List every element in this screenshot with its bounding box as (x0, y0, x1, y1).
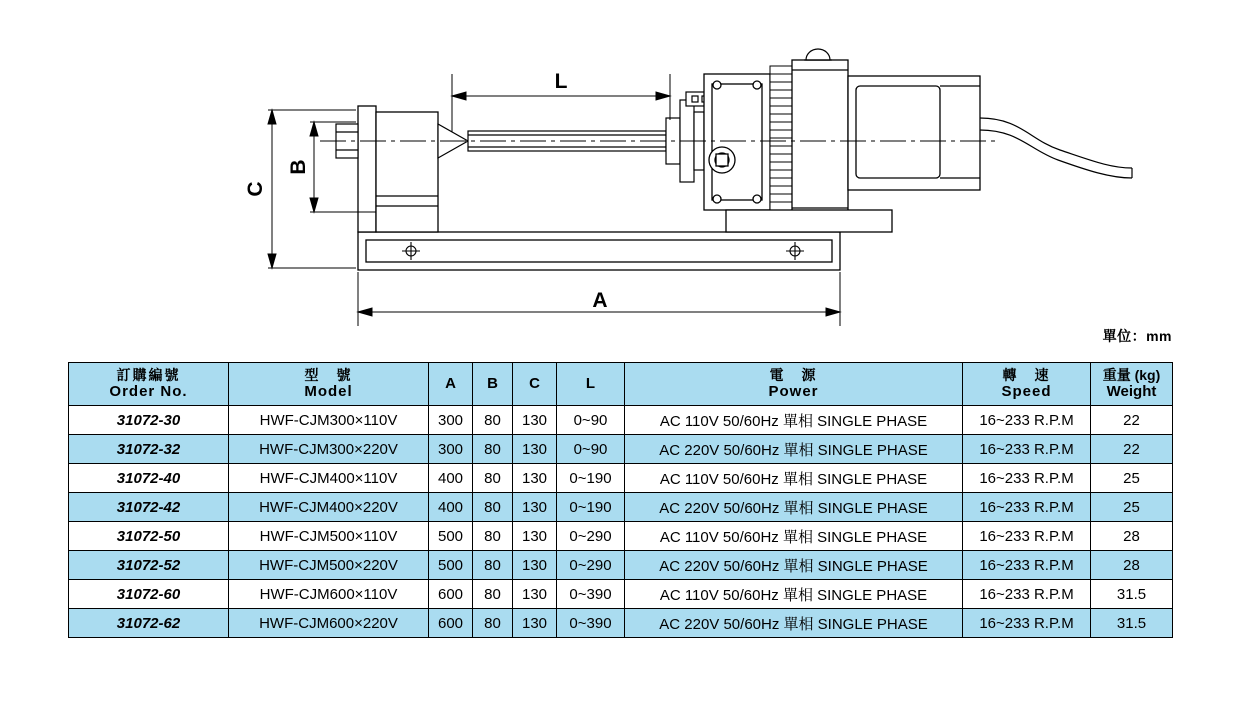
spec-table (68, 362, 1173, 638)
cell-b: 80 (473, 493, 513, 522)
cell-weight: 22 (1091, 406, 1173, 435)
power-cable (980, 118, 1132, 178)
dimension-label-A: A (592, 289, 608, 312)
col-header-weight-en: Weight (1106, 383, 1157, 401)
table-header-row (69, 363, 1173, 406)
cell-model: HWF-CJM500×220V (229, 551, 429, 580)
cell-b: 80 (473, 609, 513, 638)
gearbox-body (792, 60, 848, 218)
motor-body (848, 76, 980, 190)
cell-order: 31072-60 (69, 580, 229, 609)
cell-b: 80 (473, 551, 513, 580)
cell-c: 130 (513, 551, 557, 580)
cell-b: 80 (473, 522, 513, 551)
cell-a: 600 (429, 580, 473, 609)
col-header-order-en: Order No. (109, 383, 188, 401)
col-header-speed-en: Speed (1001, 383, 1052, 401)
cell-order: 31072-42 (69, 493, 229, 522)
cell-model: HWF-CJM600×220V (229, 609, 429, 638)
cell-l: 0~90 (557, 435, 625, 464)
cell-order: 31072-62 (69, 609, 229, 638)
cell-speed: 16~233 R.P.M (963, 493, 1091, 522)
col-header-weight-cn: 重量 (kg) (1102, 367, 1161, 384)
cell-speed: 16~233 R.P.M (963, 522, 1091, 551)
spindle-head (704, 74, 770, 210)
cell-c: 130 (513, 435, 557, 464)
cell-a: 400 (429, 464, 473, 493)
col-header-speed (963, 363, 1091, 406)
cell-order: 31072-52 (69, 551, 229, 580)
top-knob (804, 49, 832, 60)
cell-model: HWF-CJM400×110V (229, 464, 429, 493)
cell-c: 130 (513, 609, 557, 638)
cell-order: 31072-50 (69, 522, 229, 551)
cell-speed: 16~233 R.P.M (963, 609, 1091, 638)
machine-drawing (0, 0, 1240, 352)
table-row (69, 493, 1173, 522)
cell-l: 0~290 (557, 551, 625, 580)
cell-speed: 16~233 R.P.M (963, 406, 1091, 435)
cell-l: 0~290 (557, 522, 625, 551)
cell-weight: 28 (1091, 551, 1173, 580)
cell-c: 130 (513, 406, 557, 435)
table-row (69, 464, 1173, 493)
cell-l: 0~390 (557, 609, 625, 638)
unit-note: 單位：mm (1102, 328, 1172, 344)
cell-speed: 16~233 R.P.M (963, 580, 1091, 609)
cell-power: AC 220V 50/60Hz 單相 SINGLE PHASE (625, 551, 963, 580)
cell-power: AC 110V 50/60Hz 單相 SINGLE PHASE (625, 406, 963, 435)
col-header-l: L (557, 363, 625, 406)
cell-weight: 31.5 (1091, 580, 1173, 609)
cell-speed: 16~233 R.P.M (963, 551, 1091, 580)
cell-power: AC 110V 50/60Hz 單相 SINGLE PHASE (625, 580, 963, 609)
cell-power: AC 220V 50/60Hz 單相 SINGLE PHASE (625, 435, 963, 464)
cell-speed: 16~233 R.P.M (963, 435, 1091, 464)
cell-weight: 28 (1091, 522, 1173, 551)
cell-weight: 25 (1091, 493, 1173, 522)
col-header-model (229, 363, 429, 406)
drawing-svg (0, 0, 1240, 352)
fin-stack (770, 66, 792, 212)
col-header-c: C (513, 363, 557, 406)
spec-table-container (68, 362, 1172, 638)
table-row (69, 580, 1173, 609)
table-row (69, 406, 1173, 435)
col-header-power-en: Power (768, 383, 819, 401)
col-header-order-cn: 訂購編號 (116, 367, 181, 384)
cell-a: 600 (429, 609, 473, 638)
table-row (69, 522, 1173, 551)
col-header-power (625, 363, 963, 406)
cell-power: AC 110V 50/60Hz 單相 SINGLE PHASE (625, 464, 963, 493)
col-header-speed-cn: 轉 速 (1002, 367, 1051, 384)
cell-weight: 31.5 (1091, 609, 1173, 638)
cell-b: 80 (473, 406, 513, 435)
cell-model: HWF-CJM300×220V (229, 435, 429, 464)
cell-a: 500 (429, 522, 473, 551)
cell-a: 500 (429, 551, 473, 580)
cell-c: 130 (513, 493, 557, 522)
dimension-label-C: C (244, 181, 267, 197)
cell-b: 80 (473, 435, 513, 464)
cell-order: 31072-32 (69, 435, 229, 464)
table-row (69, 435, 1173, 464)
cell-order: 31072-40 (69, 464, 229, 493)
cell-power: AC 110V 50/60Hz 單相 SINGLE PHASE (625, 522, 963, 551)
cell-weight: 25 (1091, 464, 1173, 493)
cell-model: HWF-CJM300×110V (229, 406, 429, 435)
col-header-model-cn: 型 號 (304, 367, 353, 384)
base-plate (358, 232, 840, 270)
dimension-label-B: B (287, 159, 310, 175)
cell-power: AC 220V 50/60Hz 單相 SINGLE PHASE (625, 493, 963, 522)
table-row (69, 551, 1173, 580)
col-header-power-cn: 電 源 (769, 367, 818, 384)
col-header-b: B (473, 363, 513, 406)
col-header-order (69, 363, 229, 406)
cell-model: HWF-CJM400×220V (229, 493, 429, 522)
cell-speed: 16~233 R.P.M (963, 464, 1091, 493)
dimension-label-L: L (554, 70, 568, 93)
cell-a: 300 (429, 435, 473, 464)
cell-order: 31072-30 (69, 406, 229, 435)
tailstock-body (358, 106, 438, 232)
table-row (69, 609, 1173, 638)
cell-c: 130 (513, 522, 557, 551)
cell-power: AC 220V 50/60Hz 單相 SINGLE PHASE (625, 609, 963, 638)
cell-l: 0~190 (557, 464, 625, 493)
cell-c: 130 (513, 580, 557, 609)
cell-l: 0~90 (557, 406, 625, 435)
spindle-foot (726, 210, 892, 232)
cell-l: 0~390 (557, 580, 625, 609)
cell-b: 80 (473, 580, 513, 609)
cell-model: HWF-CJM500×110V (229, 522, 429, 551)
col-header-a: A (429, 363, 473, 406)
cell-l: 0~190 (557, 493, 625, 522)
cell-a: 400 (429, 493, 473, 522)
col-header-model-en: Model (304, 383, 353, 401)
cell-b: 80 (473, 464, 513, 493)
cell-a: 300 (429, 406, 473, 435)
cell-model: HWF-CJM600×110V (229, 580, 429, 609)
cell-weight: 22 (1091, 435, 1173, 464)
cell-c: 130 (513, 464, 557, 493)
col-header-weight (1091, 363, 1173, 406)
